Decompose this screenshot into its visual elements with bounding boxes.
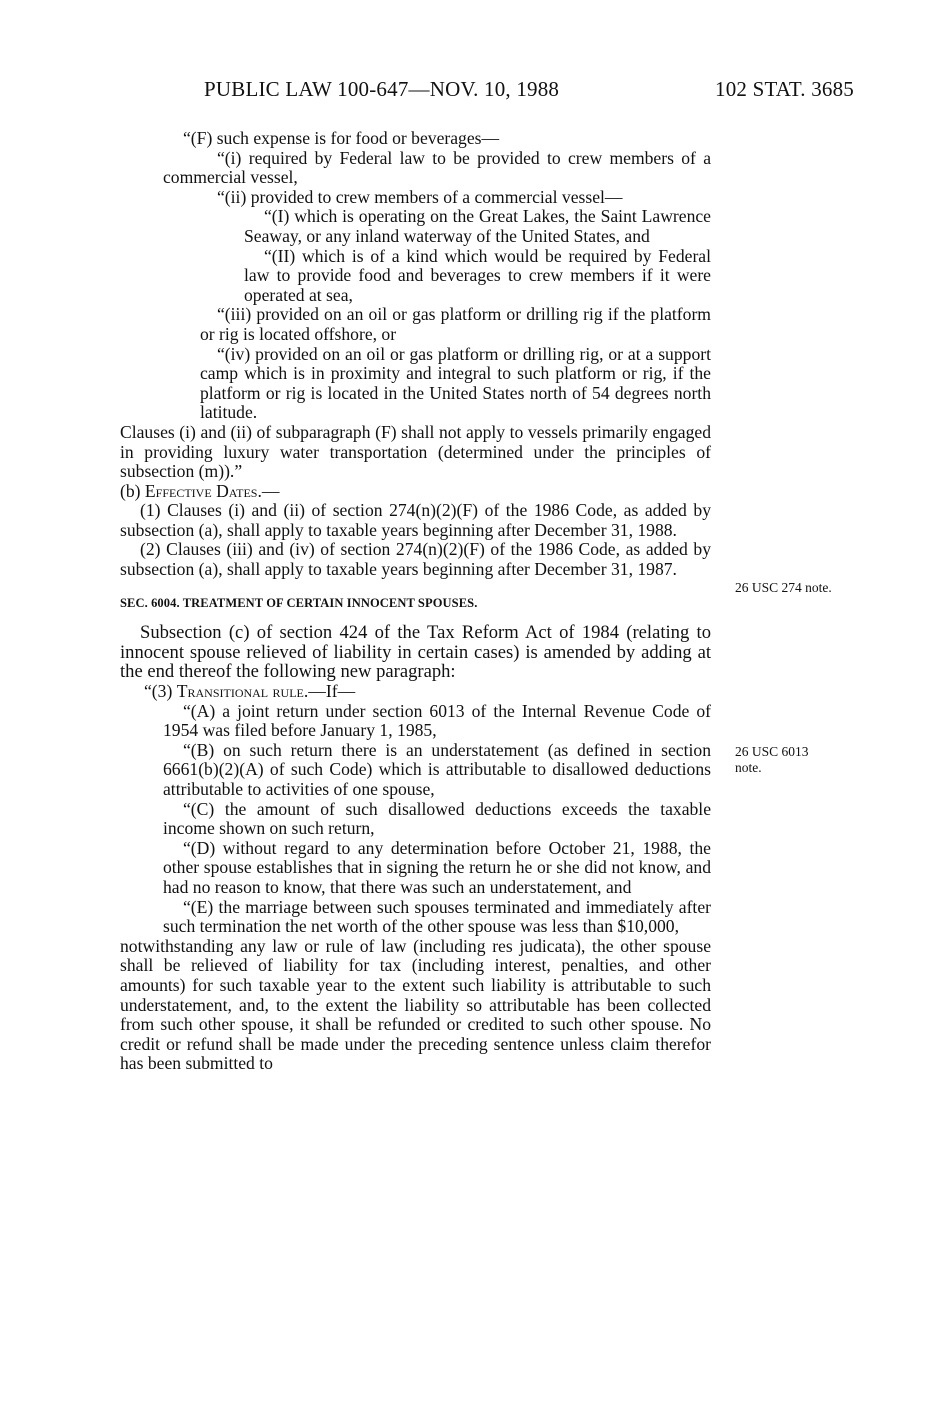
statute-body [120,129,711,1074]
clause-3-C: “(C) the amount of such disallowed deductions exceeds the taxable income shown on such return, [163,798,711,839]
subparagraph-F-tail: Clauses (i) and (ii) of subparagraph (F) shall not apply to vessels primarily engaged in providing luxury water transportation (determined under the principles of subsection (m)).” [120,421,711,482]
clause-3-D: “(D) without regard to any determination before October 21, 1988, the other spouse establishes that in signing the return he or she did not know, and had no reason to know, that there was such an understatement, and [163,837,711,897]
transitional-rule-label: “(3) [144,681,177,702]
paragraph-b-1: (1) Clauses (i) and (ii) of section 274(n)(2)(F) of the 1986 Code, as added by subsection (a), shall apply to taxable years beginning after December 31, 1988. [120,500,711,540]
header-stat-page: 102 STAT. 3685 [715,77,854,101]
clause-F-iv: “(iv) provided on an oil or gas platform or drilling rig, or at a support camp which is in proximity and integral to such platform or rig, if the platform or rig is located in the United States north of 54 degrees north latitude. [200,343,711,423]
subsection-b-title: Effective Dates [144,480,258,501]
section-6004-intro: Subsection (c) of section 424 of the Tax Reform Act of 1984 (relating to innocent spouse relieved of liability in certain cases) is amended by adding at the end thereof the following new paragraph: [120,622,711,683]
clause-3-A: “(A) a joint return under section 6013 of the Internal Revenue Code of 1954 was filed before January 1, 1985, [163,700,711,741]
transitional-rule-dash: .—If— [303,681,356,702]
clause-3-E: “(E) the marriage between such spouses terminated and immediately after such termination the net worth of the other spouse was less than $10,000, [163,896,711,937]
subsection-b-label: (b) [120,480,145,501]
margin-note-6013-line2: note. [735,760,762,775]
margin-note-6013 [735,744,809,776]
header-public-law: PUBLIC LAW 100-647—NOV. 10, 1988 [204,77,560,101]
transitional-rule-title: Transitional rule [176,681,304,702]
paragraph-b-2: (2) Clauses (iii) and (iv) of section 274(n)(2)(F) of the 1986 Code, as added by subsection (a), shall apply to taxable years beginning after December 31, 1987. [120,539,711,580]
clause-3-B: “(B) on such return there is an understatement (as defined in section 6661(b)(2)(A) of such Code) which is attributable to disallowed deductions attributable to activities of one spouse, [163,739,711,799]
subsection-b-heading [120,482,711,502]
running-header [204,76,854,102]
transitional-rule-heading [120,682,711,702]
section-6004-heading: SEC. 6004. TREATMENT OF CERTAIN INNOCENT SPOUSES. [120,595,478,610]
clause-F-iii: “(iii) provided on an oil or gas platform or drilling rig if the platform or rig is located offshore, or [200,304,711,344]
subclause-F-ii-II: “(II) which is of a kind which would be required by Federal law to provide food and beverages to crew members if it were operated at sea, [244,245,711,305]
margin-note-274: 26 USC 274 note. [735,580,832,595]
paragraph-3-tail: notwithstanding any law or rule of law (including res judicata), the other spouse shall be relieved of liability for tax (including interest, penalties, and other amounts) for such taxable year to the extent such liability is attributable to such understatement, and, to the extent the liability so attributable has been collected from such other spouse, it shall be refunded or credited to such other spouse. No credit or refund shall be made under the preceding sentence unless claim therefor has been submitted to [120,935,711,1074]
clause-F-ii: “(ii) provided to crew members of a commercial vessel— [217,186,623,207]
clause-F-i: “(i) required by Federal law to be provided to crew members of a commercial vessel, [163,147,711,188]
margin-note-6013-line1: 26 USC 6013 [735,744,809,759]
subsection-b-dash: .— [257,480,280,501]
subclause-F-ii-I: “(I) which is operating on the Great Lakes, the Saint Lawrence Seaway, or any inland waterway of the United States, and [244,206,711,246]
subparagraph-F: “(F) such expense is for food or beverages— [183,128,500,148]
